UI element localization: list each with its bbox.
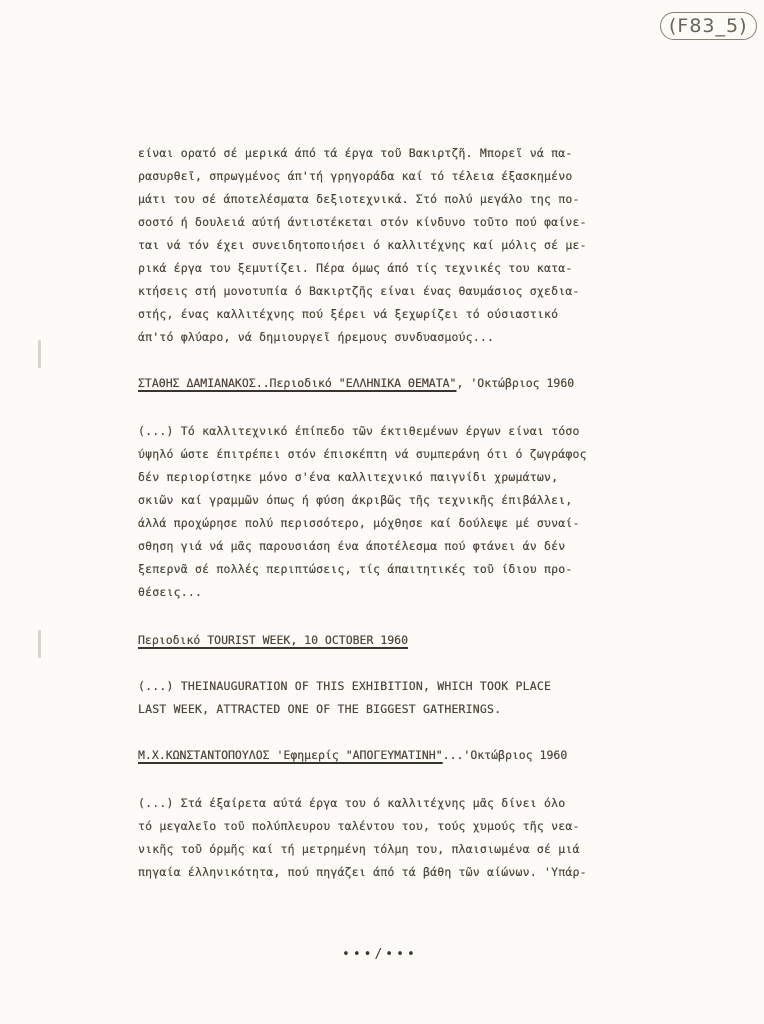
binder-hole-mark bbox=[38, 340, 41, 368]
text-line: σκιῶν καί γραμμῶν όπως ή φύση άκριβῶς τῆς τεχνικῆς έπιβάλλει, bbox=[138, 493, 573, 507]
text-line: ται νά τόν έχει συνειδητοποιήσει ό καλλιτέχνης καί μόλις σέ με- bbox=[138, 238, 587, 252]
review-excerpt-3 bbox=[138, 675, 658, 721]
review-excerpt-2 bbox=[138, 420, 658, 604]
text-line: ξεπερνᾶ σέ πολλές περιπτώσεις, τίς άπαιτητικές τοῦ ίδιου προ- bbox=[138, 562, 573, 576]
source-heading-2 bbox=[138, 630, 668, 650]
source-heading-3 bbox=[138, 745, 668, 765]
text-line: είναι ορατό σέ μερικά άπό τά έργα τοῦ Βακιρτζῆ. Μπορεῖ νά πα- bbox=[138, 146, 573, 160]
page-continuation-marker: •••/••• bbox=[342, 947, 418, 962]
text-line: σθηση γιά νά μᾶς παρουσιάση ένα άποτέλεσμα πού φτάνει άν δέν bbox=[138, 539, 566, 553]
text-line: τό μεγαλεῖο τοῦ πολύπλευρου ταλέντου του, τούς χυμούς τῆς νεα- bbox=[138, 819, 580, 833]
review-excerpt-1 bbox=[138, 142, 658, 349]
binder-hole-mark bbox=[38, 630, 41, 658]
text-line: άλλά προχώρησε πολύ περισσότερο, μόχθησε καί δούλεψε μέ συναί- bbox=[138, 516, 580, 530]
text-line: θέσεις... bbox=[138, 585, 203, 599]
text-line: σοστό ή δουλειά αύτή άντιστέκεται στόν κίνδυνο τοῦτο πού φαίνε- bbox=[138, 215, 587, 229]
text-line: (...) Στά έξαίρετα αύτά έργα του ό καλλιτέχνης μᾶς δίνει όλο bbox=[138, 796, 566, 810]
text-line: πηγαία έλληνικότητα, πού πηγάζει άπό τά βάθη τῶν αίώνων. 'Υπάρ- bbox=[138, 865, 587, 879]
source-title: ΣΤΑΘΗΣ ΔΑΜΙΑΝΑΚΟΣ..Περιοδικό "ΕΛΛΗΝΙΚΑ ΘΕΜΑΤΑ" bbox=[138, 376, 457, 390]
text-line: ύψηλό ώστε έπιτρέπει στόν έπισκέπτη νά συμπεράνη ότι ό ζωγράφος bbox=[138, 447, 587, 461]
source-title: Περιοδικό TOURIST WEEK, 10 OCTOBER 1960 bbox=[138, 633, 409, 647]
text-line: μάτι του σέ άποτελέσματα δεξιοτεχνικά. Στό πολύ μεγάλο της πο- bbox=[138, 192, 580, 206]
text-line: στής, ένας καλλιτέχνης πού ξέρει νά ξεχωρίζει τό ούσιαστικό bbox=[138, 307, 559, 321]
text-line: LAST WEEK, ATTRACTED ONE OF THE BIGGEST GATHERINGS. bbox=[138, 702, 502, 716]
text-line: (...) Τό καλλιτεχνικό έπίπεδο τῶν έκτιθεμένων έργων είναι τόσο bbox=[138, 424, 580, 438]
text-line: δέν περιορίστηκε μόνο σ'ένα καλλιτεχνικό παιγνίδι χρωμάτων, bbox=[138, 470, 559, 484]
source-title: Μ.Χ.ΚΩΝΣΤΑΝΤΟΠΟΥΛΟΣ 'Εφημερίς "ΑΠΟΓΕΥΜΑΤΙΝΗ" bbox=[138, 748, 443, 762]
text-line: νικῆς τοῦ όρμῆς καί τή μετρημένη τόλμη του, πλαισιωμένα σέ μιά bbox=[138, 842, 580, 856]
text-line: ρασυρθεῖ, σπρωγμένος άπ'τή γρηγοράδα καί τό τέλεια έξασκημένο bbox=[138, 169, 573, 183]
text-line: (...) THEINAUGURATION OF THIS EXHIBITION, WHICH TOOK PLACE bbox=[138, 679, 552, 693]
text-line: κτήσεις στή μονοτυπία ό Βακιρτζῆς είναι ένας θαυμάσιος σχεδια- bbox=[138, 284, 580, 298]
archive-reference-mark: (F83_5) bbox=[660, 12, 757, 40]
review-excerpt-4 bbox=[138, 792, 658, 884]
source-date: , 'Οκτώβριος 1960 bbox=[456, 376, 575, 390]
text-line: ρικά έργα του ξεμυτίζει. Πέρα όμως άπό τίς τεχνικές του κατα- bbox=[138, 261, 573, 275]
text-line: άπ'τό φλύαρο, νά δημιουργεῖ ήρεμους συνδυασμούς... bbox=[138, 330, 495, 344]
source-heading-1 bbox=[138, 373, 668, 393]
source-date: ...'Οκτώβριος 1960 bbox=[442, 748, 568, 762]
